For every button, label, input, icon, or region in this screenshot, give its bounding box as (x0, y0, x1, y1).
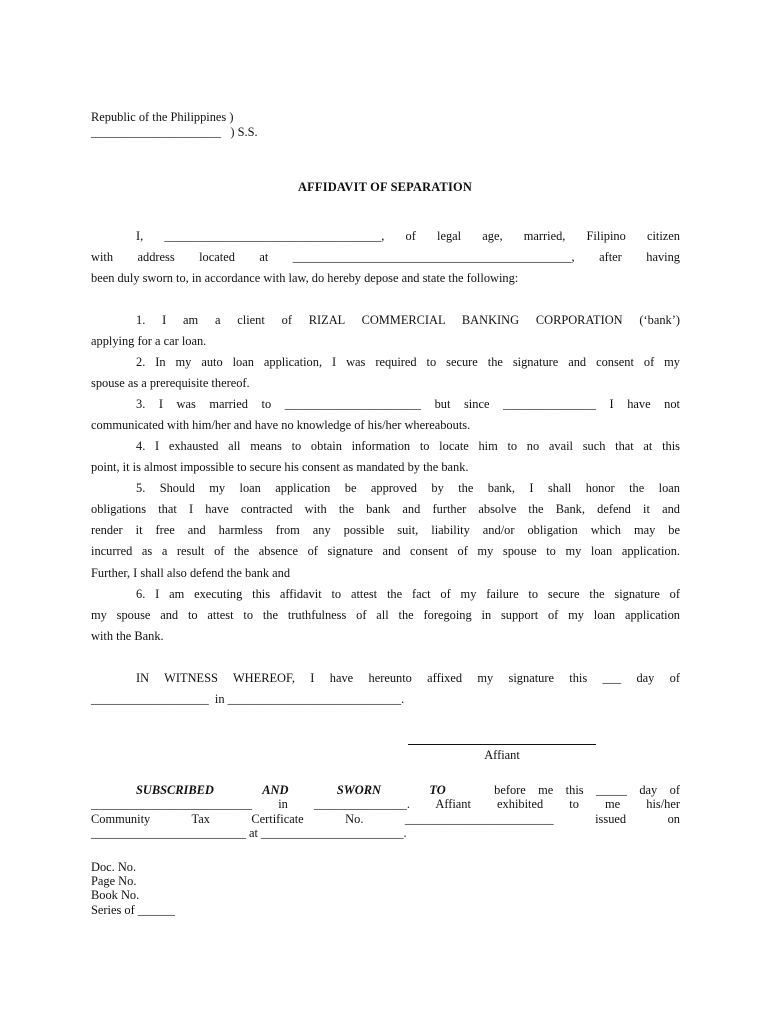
jurat-line-1 (136, 783, 680, 798)
witness-line-2: ___________________ in ____________________________. (91, 692, 405, 706)
jurat-to: TO (429, 783, 446, 797)
para-2-line-2: spouse as a prerequisite thereof. (91, 376, 250, 390)
intro-line-1: I, ___________________________________, of legal age, married, Filipino citizen (136, 229, 680, 243)
para-2-line-1: 2. In my auto loan application, I was required to secure the signature and consent of my (136, 355, 680, 369)
jurat-subscribed: SUBSCRIBED (136, 783, 214, 797)
header-republic: Republic of the Philippines ) (91, 110, 234, 124)
para-6-line-1: 6. I am executing this affidavit to attest the fact of my failure to secure the signature of (136, 587, 680, 601)
footer-page-no: Page No. (91, 874, 137, 888)
para-1-line-2: applying for a car loan. (91, 334, 207, 348)
para-4-line-1: 4. I exhausted all means to obtain information to locate him to no avail such that at this (136, 439, 680, 453)
affiant-signature-line (408, 744, 596, 745)
footer-series: Series of ______ (91, 903, 175, 917)
para-6-line-3: with the Bank. (91, 629, 164, 643)
para-4-line-2: point, it is almost impossible to secure his consent as mandated by the bank. (91, 460, 469, 474)
jurat-and: AND (262, 783, 289, 797)
header-ss: _____________________ ) S.S. (91, 125, 258, 139)
intro-line-3: been duly sworn to, in accordance with law, do hereby depose and state the following: (91, 271, 519, 285)
para-5-line-1: 5. Should my loan application be approved by the bank, I shall honor the loan (136, 481, 680, 495)
para-3-line-2: communicated with him/her and have no knowledge of his/her whereabouts. (91, 418, 471, 432)
witness-line-1: IN WITNESS WHEREOF, I have hereunto affixed my signature this ___ day of (136, 671, 680, 685)
para-5-line-5: Further, I shall also defend the bank and (91, 566, 291, 580)
affiant-label: Affiant (484, 748, 520, 762)
para-6-line-2: my spouse and to attest to the truthfulness of all the foregoing in support of my loan application (91, 608, 680, 622)
footer-book-no: Book No. (91, 888, 140, 902)
jurat-line-4: _________________________ at _______________________. (91, 826, 407, 840)
para-5-line-2: obligations that I have contracted with the bank and further absolve the Bank, defend it and (91, 502, 680, 516)
jurat-line-3: Community Tax Certificate No. ________________________ issued on (91, 812, 680, 826)
para-3-line-1: 3. I was married to ______________________ but since _______________ I have not (136, 397, 680, 411)
jurat-rest: before me this _____ day of (494, 783, 680, 797)
para-1-line-1: 1. I am a client of RIZAL COMMERCIAL BANKING CORPORATION (‘bank’) (136, 313, 680, 327)
intro-line-2: with address located at _____________________________________________, after having (91, 250, 680, 264)
para-5-line-4: incurred as a result of the absence of signature and consent of my spouse to my loan application. (91, 544, 680, 558)
jurat-line-2: __________________________ in _______________. Affiant exhibited to me his/her (91, 797, 680, 811)
footer-doc-no: Doc. No. (91, 860, 137, 874)
document-title: AFFIDAVIT OF SEPARATION (298, 180, 472, 194)
jurat-sworn: SWORN (336, 783, 381, 797)
para-5-line-3: render it free and harmless from any possible suit, liability and/or obligation which may be (91, 523, 680, 537)
